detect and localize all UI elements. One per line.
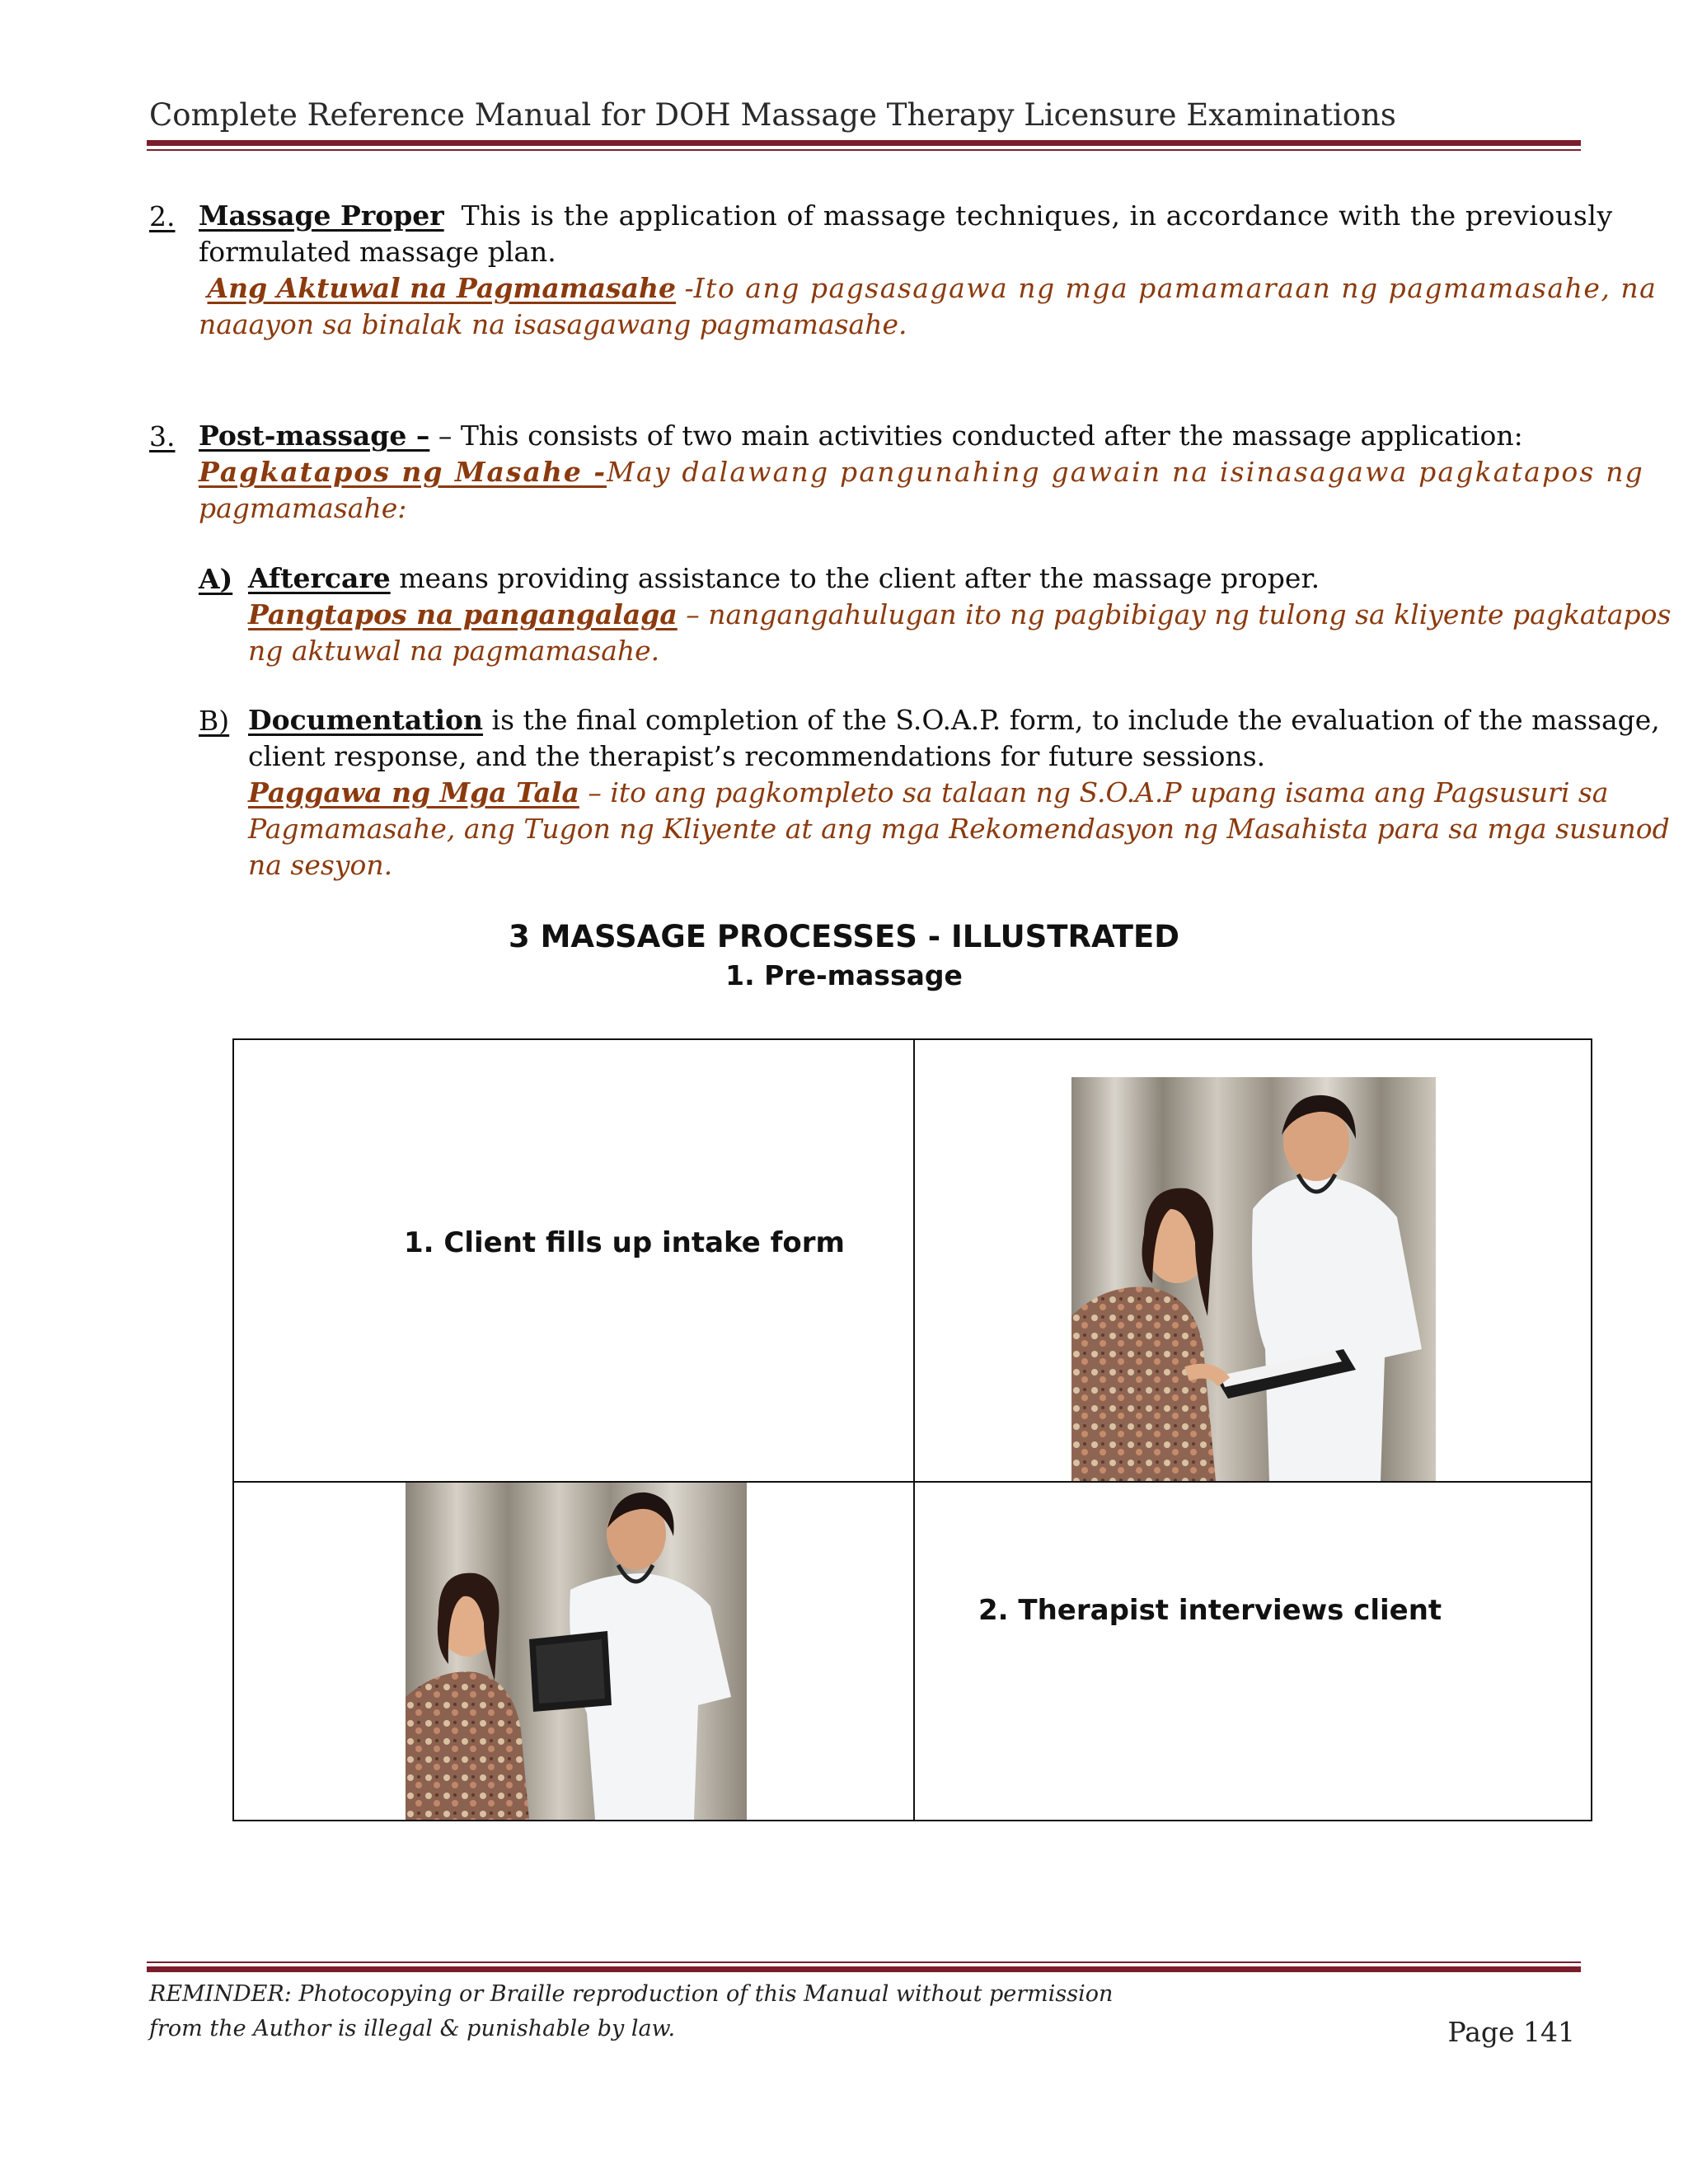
cell-label-interview: 2. Therapist interviews client (978, 1594, 1442, 1627)
footer-rule (147, 1966, 1581, 1972)
itemB-term: Documentation (248, 704, 484, 736)
item2-block (199, 198, 1658, 343)
item2-fil-line1: Ito ang pagsasagawa ng mga pamamaraan ng pagmamasahe, na (693, 272, 1658, 304)
itemB-letter: B) (199, 705, 230, 737)
item3-definition: – This consists of two main activities conducted after the massage application: (438, 419, 1523, 452)
header-rule-thin (147, 149, 1581, 151)
itemA-fil-line1: nangangahulugan ito ng pagbibigay ng tulong sa kliyente pagkatapos (708, 598, 1672, 630)
item2-fil-term: Ang Aktuwal na Pagmamasahe (207, 272, 676, 304)
footer-rule-thin (147, 1961, 1581, 1963)
footer-reminder-line2: from the Author is illegal & punishable by law. (149, 2016, 676, 2041)
item3-term: Post-massage – (199, 419, 430, 452)
itemB-fil-term: Paggawa ng Mga Tala (248, 776, 579, 808)
item3-fil-line1: May dalawang pangunahing gawain na isinasagawa pagkatapos ng (607, 456, 1645, 488)
itemB-definition-line2: client response, and the therapist’s recommendations for future sessions. (248, 740, 1266, 772)
header-rule (147, 140, 1581, 146)
itemA-letter: A) (199, 563, 233, 595)
photo-intake-form (1071, 1077, 1436, 1481)
page-number: Page 141 (1447, 2016, 1575, 2048)
table-divider-vertical (913, 1038, 915, 1821)
itemB-fil-line3: na sesyon. (248, 849, 393, 881)
itemB-definition-line1: is the final completion of the S.O.A.P. form, to include the evaluation of the massage, (491, 704, 1660, 736)
item2-definition-line1: This is the application of massage techniques, in accordance with the previously (461, 199, 1613, 232)
item2-fil-line2: naaayon sa binalak na isasagawang pagmamasahe. (199, 308, 907, 340)
itemA-term: Aftercare (248, 562, 391, 594)
itemB-fil-line2: Pagmamasahe, ang Tugon ng Kliyente at ang mga Rekomendasyon ng Masahista para sa mga susunod (248, 813, 1670, 845)
itemA-fil-separator: – (686, 598, 700, 630)
footer-reminder-line1: REMINDER: Photocopying or Braille reproduction of this Manual without permission (149, 1981, 1114, 2007)
item3-fil-term: Pagkatapos ng Masahe - (199, 456, 607, 488)
itemB-fil-line1: ito ang pagkompleto sa talaan ng S.O.A.P upang isama ang Pagsusuri sa (610, 776, 1609, 808)
itemA-fil-term: Pangtapos na pangangalaga (248, 598, 678, 630)
itemB-fil-separator: – (588, 776, 602, 808)
item3-block (199, 418, 1645, 527)
item2-term: Massage Proper (199, 199, 444, 232)
photo-interview (406, 1483, 747, 1820)
item3-fil-line2: pagmamasahe: (199, 492, 407, 524)
page-header-title: Complete Reference Manual for DOH Massage Therapy Licensure Examinations (149, 97, 1396, 133)
itemA-block (248, 560, 1672, 669)
illustration-heading: 3 MASSAGE PROCESSES - ILLUSTRATED (508, 919, 1180, 954)
itemA-fil-line2: ng aktuwal na pagmamasahe. (248, 635, 660, 667)
itemA-definition: means providing assistance to the client after the massage proper. (399, 562, 1320, 594)
item3-number: 3. (149, 420, 176, 452)
cell-label-intake-form: 1. Client fills up intake form (404, 1226, 845, 1259)
item2-definition-line2: formulated massage plan. (199, 236, 556, 268)
illustration-subheading: 1. Pre-massage (725, 959, 963, 991)
itemB-block (248, 702, 1670, 883)
item2-number: 2. (149, 200, 176, 232)
item2-fil-separator: - (684, 272, 694, 304)
